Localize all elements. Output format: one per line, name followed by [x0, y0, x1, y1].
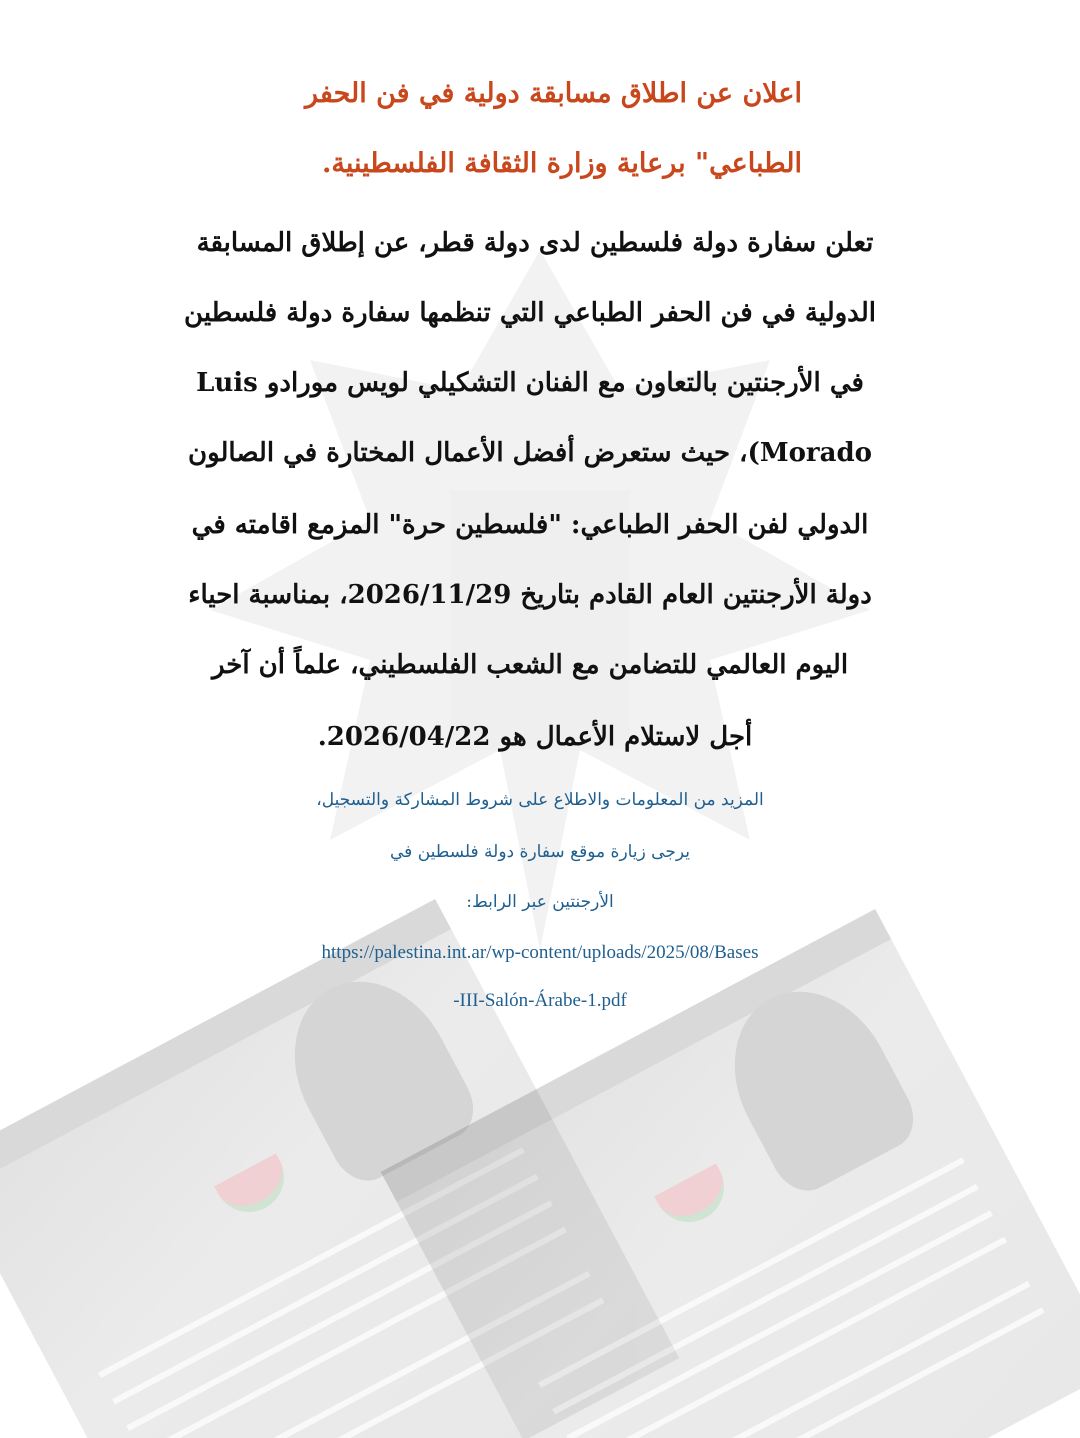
body-line-7: اليوم العالمي للتضامن مع الشعب الفلسطيني، علماً أن آخر	[211, 650, 849, 680]
registration-link-part-2[interactable]: -III-Salón-Árabe-1.pdf	[453, 990, 627, 1011]
body-line-3: في الأرجنتين بالتعاون مع الفنان التشكيلي لويس مورادو Luis	[196, 368, 864, 398]
body-line-2: الدولية في فن الحفر الطباعي التي تنظمها سفارة دولة فلسطين	[184, 298, 876, 328]
body-line-6: دولة الأرجنتين العام القادم بتاريخ 2026/11/29، بمناسبة احياء	[188, 580, 872, 610]
body-line-5: الدولي لفن الحفر الطباعي: "فلسطين حرة" المزمع اقامته في	[191, 510, 869, 540]
title-line-1: اعلان عن اطلاق مسابقة دولية في فن الحفر	[305, 78, 802, 109]
title-line-2: الطباعي" برعاية وزارة الثقافة الفلسطينية.	[321, 148, 802, 179]
registration-link-part-1[interactable]: https://palestina.int.ar/wp-content/uploads/2025/08/Bases	[321, 942, 759, 963]
body-line-8: أجل لاستلام الأعمال هو 2026/04/22.	[317, 722, 753, 752]
body-line-4: Morado)، حيث ستعرض أفضل الأعمال المختارة في الصالون	[187, 438, 873, 468]
info-line-3: الأرجنتين عبر الرابط:	[466, 892, 614, 912]
body-line-1: تعلن سفارة دولة فلسطين لدى دولة قطر، عن إطلاق المسابقة	[196, 228, 874, 258]
info-line-2: يرجى زيارة موقع سفارة دولة فلسطين في	[390, 842, 690, 862]
info-line-1: المزيد من المعلومات والاطلاع على شروط المشاركة والتسجيل،	[316, 790, 764, 810]
